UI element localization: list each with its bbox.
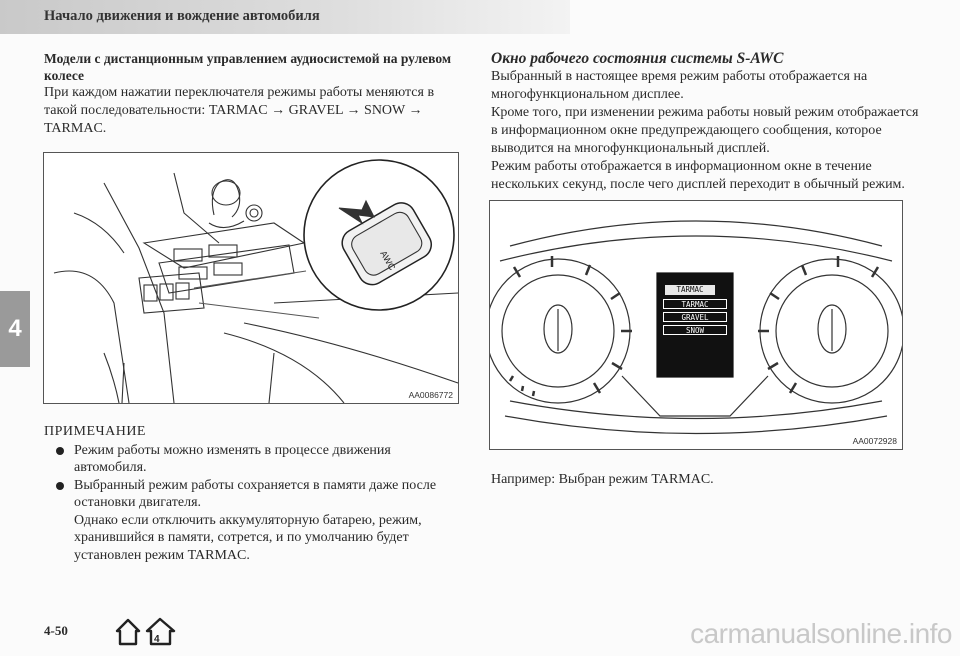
svg-text:4: 4: [154, 634, 160, 645]
note-bullet-text: Режим работы можно изменять в процессе движения автомобиля.: [74, 442, 391, 475]
chapter-tab[interactable]: 4: [0, 291, 30, 367]
note-extra: [44, 512, 464, 565]
awc-mode-display: [661, 285, 729, 338]
switch-sequence-paragraph: При каждом нажатии переключателя режимы работы меняются в такой последовательности: TARMAC → GRAVEL → SNOW → TARMAC.: [44, 85, 435, 136]
watermark: carmanualsonline.info: [690, 618, 952, 649]
note-bullet-text: Выбранный режим работы сохраняется в памяти даже после остановки двигателя.: [74, 477, 437, 510]
models-subheading: Модели с дистанционным управлением аудиосистемой на рулевом колесе: [44, 51, 452, 83]
page-number: 4-50: [44, 623, 68, 638]
figure-code: AA0072928: [852, 436, 897, 446]
nav-icons: [114, 617, 178, 647]
chapter-home-icon[interactable]: [147, 619, 174, 645]
note-bullet: [44, 442, 464, 477]
figure-caption: Например: Выбран режим TARMAC.: [491, 472, 714, 487]
right-column: [491, 50, 921, 194]
home-icon[interactable]: [117, 620, 139, 644]
instrument-cluster-figure: [489, 200, 903, 450]
bullet-dot: [56, 482, 64, 490]
left-column: [44, 50, 464, 138]
section-paragraph: Режим работы отображается в информационном окне в течение нескольких секунд, после чего дисплей переходит в обычный режим.: [491, 159, 905, 192]
note-extra-text: Однако если отключить аккумуляторную батарею, режим, хранившийся в памяти, сотрется, и по умолчанию будет установлен режим TARMAC.: [74, 512, 422, 563]
display-mode-tarmac: TARMAC: [663, 299, 727, 309]
display-mode-snow: SNOW: [663, 325, 727, 335]
section-title: Окно рабочего состояния системы S-AWC: [491, 50, 784, 67]
display-top-label: TARMAC: [665, 285, 715, 295]
section-paragraph: Кроме того, при изменении режима работы новый режим отображается в информационном окне предупреждающего сообщения, которое выводится на многофункциональный дисплей.: [491, 105, 919, 156]
section-paragraph: Выбранный в настоящее время режим работы отображается на многофункциональном дисплее.: [491, 69, 868, 102]
console-switch-figure: [43, 152, 459, 404]
note-block: [44, 423, 464, 564]
console-illustration: [44, 153, 458, 403]
figure-code: AA0086772: [408, 390, 453, 400]
page-header-title: Начало движения и вождение автомобиля: [44, 8, 320, 24]
bullet-dot: [56, 447, 64, 455]
note-heading: ПРИМЕЧАНИЕ: [44, 424, 146, 439]
note-bullet: [44, 477, 464, 512]
awc-switch-label: AWC: [378, 249, 398, 272]
display-mode-gravel: GRAVEL: [663, 312, 727, 322]
